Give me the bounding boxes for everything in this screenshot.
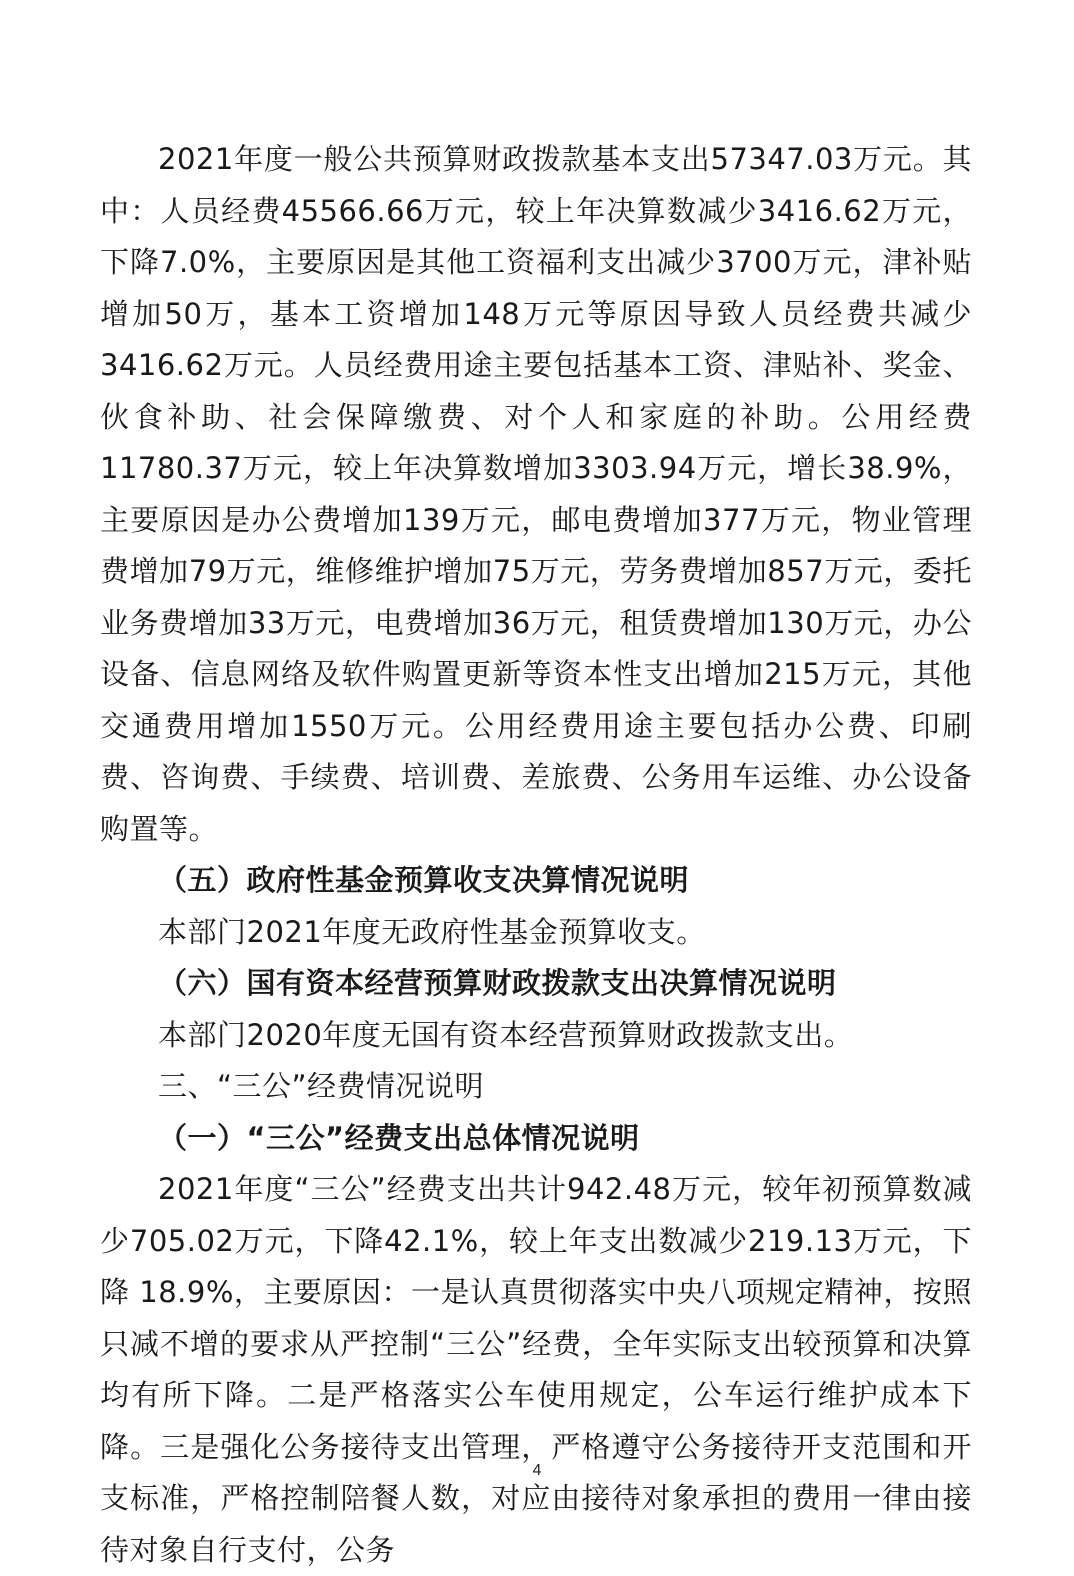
heading-government-fund: （五）政府性基金预算收支决算情况说明 bbox=[158, 863, 690, 897]
document-body bbox=[100, 134, 972, 1576]
paragraph-three-public-overall: 2021年度“三公”经费支出共计942.48万元，较年初预算数减少705.02万元，下降42.1%，较上年支出数减少219.13万元，下降 18.9%，主要原因：一是认真贯彻落实中央八项规定精神，按照只减不增的要求从严控制“三公”经费，全年实际支出较预算和决算均有所下降。二是严格落实公车使用规定，公车运行维护成本下降。三是强化公务接待支出管理，严格遵守公务接待开支范围和开支标准，严格控制陪餐人数，对应由接待对象承担的费用一律由接待对象自行支付，公务 bbox=[100, 1172, 972, 1567]
paragraph-state-capital: 本部门2020年度无国有资本经营预算财政拨款支出。 bbox=[158, 1017, 854, 1052]
heading-three-public-overall: （一）“三公”经费支出总体情况说明 bbox=[158, 1120, 640, 1155]
heading-state-capital: （六）国有资本经营预算财政拨款支出决算情况说明 bbox=[158, 966, 837, 1000]
section-heading-three-public: 三、“三公”经费情况说明 bbox=[158, 1069, 485, 1103]
page-number: 4 bbox=[532, 1462, 542, 1479]
paragraph-government-fund: 本部门2021年度无政府性基金预算收支。 bbox=[158, 914, 706, 949]
paragraph-basic-expenditure: 2021年度一般公共预算财政拨款基本支出57347.03万元。其中：人员经费45566.66万元，较上年决算数减少3416.62万元，下降7.0%，主要原因是其他工资福利支出减少3700万元，津补贴增加50万，基本工资增加148万元等原因导致人员经费共减少3416.62万元。人员经费用途主要包括基本工资、津贴补、奖金、伙食补助、社会保障缴费、对个人和家庭的补助。公用经费11780.37万元，较上年决算数增加3303.94万元，增长38.9%，主要原因是办公费增加139万元，邮电费增加377万元，物业管理费增加79万元，维修维护增加75万元，劳务费增加857万元，委托业务费增加33万元，电费增加36万元，租赁费增加130万元，办公设备、信息网络及软件购置更新等资本性支出增加215万元，其他交通费用增加1550万元。公用经费用途主要包括办公费、印刷费、咨询费、手续费、培训费、差旅费、公务用车运维、办公设备购置等。 bbox=[100, 142, 972, 846]
